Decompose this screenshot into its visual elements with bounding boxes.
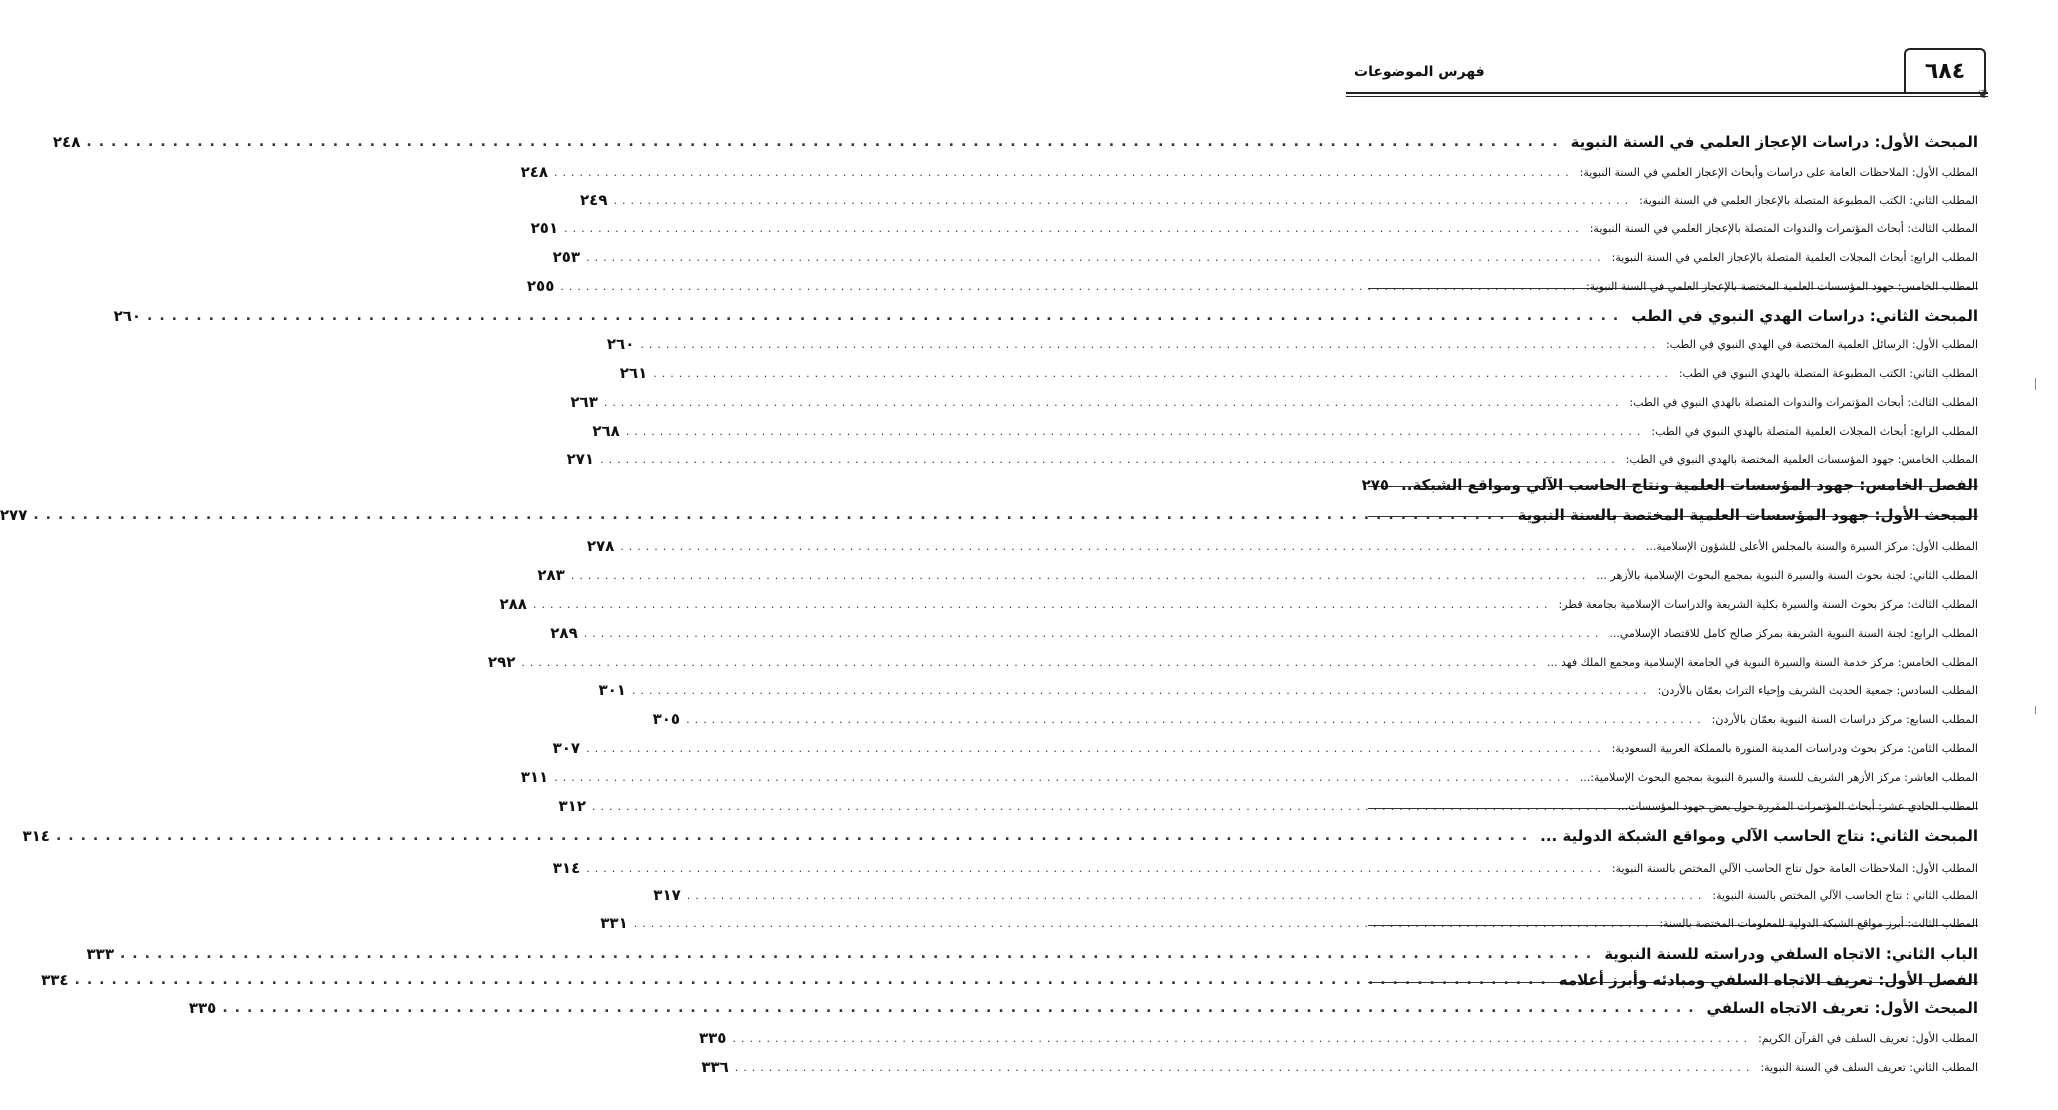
toc-entry[interactable] — [570, 388, 1978, 416]
dot-leader: ........................................................................................................................ — [734, 1060, 1755, 1074]
toc-entry-title: المطلب العاشر: مركز الأزهر الشريف للسنة والسيرة النبوية بمجمع البحوث الإسلامية:... — [1579, 770, 1978, 784]
toc-page-number: ٢٦٨ — [592, 422, 620, 440]
toc-entry[interactable] — [580, 186, 1978, 214]
toc-heading-entry[interactable] — [41, 966, 1978, 994]
toc-entry[interactable] — [701, 1053, 1978, 1081]
dot-leader: ........................................................................................................................ — [686, 888, 1707, 902]
toc-entry-title: المطلب الخامس: مركز خدمة السنة والسيرة النبوية في الجامعة الإسلامية ومجمع الملك فهد ... — [1546, 655, 1978, 669]
dot-leader: ........................................................................................................................ — [33, 507, 1512, 523]
toc-entry-title: المطلب الثاني: الكتب المطبوعة المتصلة بالإعجاز العلمي في السنة النبوية: — [1639, 193, 1978, 207]
toc-page-number: ٢٩٢ — [487, 653, 516, 671]
toc-entry[interactable] — [552, 854, 1978, 882]
toc-page-number: ٢٤٨ — [520, 163, 549, 181]
toc-page-number: ٢٦٠ — [113, 307, 142, 325]
toc-entry-title: المبحث الأول: جهود المؤسسات العلمية المختصة بالسنة النبوية — [1517, 506, 1978, 524]
toc-heading-entry[interactable] — [22, 822, 1978, 850]
toc-entry-title: المطلب السابع: مركز دراسات السنة النبوية بعمّان بالأردن: — [1711, 712, 1978, 726]
margin-mark — [2035, 378, 2036, 390]
toc-page-number: ٣٣٥ — [188, 999, 217, 1017]
dot-leader: ........................................................................................................................ — [631, 683, 1652, 697]
header-rule — [1346, 92, 1988, 94]
toc-entry[interactable] — [530, 214, 1978, 242]
toc-entry-title: المطلب الأول: الملاحظات العامة حول نتاج الحاسب الآلي المختص بالسنة النبوية: — [1611, 861, 1978, 875]
toc-entry[interactable] — [653, 881, 1978, 909]
toc-entry-title: المبحث الأول: تعريف الاتجاه السلفي — [1706, 999, 1978, 1017]
toc-entry[interactable] — [552, 734, 1978, 762]
dot-leader: ........................................................................................................................ — [586, 741, 1606, 755]
toc-entry-title: المبحث الثاني: دراسات الهدي النبوي في الطب — [1631, 307, 1978, 325]
dot-leader: ........................................................................................................................ — [732, 1031, 1753, 1045]
dot-leader: ........................................................................................................................ — [603, 395, 1624, 409]
header-rule-thin — [1346, 96, 1988, 97]
dot-leader: ........................................................................................................................ — [633, 916, 1654, 930]
toc-entry-title: المطلب الرابع: أبحاث المجلات العلمية المتصلة بالإعجاز العلمي في السنة النبوية: — [1611, 250, 1978, 264]
toc-entry-title: المطلب الرابع: لجنة السنة النبوية الشريفة بمركز صالح كامل للاقتصاد الإسلامي... — [1609, 626, 1978, 640]
toc-page-number: ٣١١ — [520, 768, 549, 786]
toc-entry[interactable] — [600, 909, 1978, 937]
dot-leader: ........................................................................................................................ — [583, 626, 1604, 640]
toc-page-number: ٣٣٣ — [86, 945, 114, 963]
toc-page-number: ٣١٢ — [558, 797, 586, 815]
dot-leader: ........................................................................................................................ — [55, 828, 1535, 844]
toc-page-number: ٢٥١ — [530, 219, 559, 237]
toc-entry[interactable] — [526, 272, 1978, 300]
toc-heading-entry[interactable] — [86, 940, 1978, 968]
dot-leader: ........................................................................................................................ — [653, 366, 1673, 380]
toc-page-number: ٢٨٩ — [550, 624, 578, 642]
toc-entry-title: المطلب الثاني : نتاج الحاسب الآلي المختص بالسنة النبوية: — [1712, 888, 1978, 902]
toc-page-number: ٢٨٨ — [499, 595, 527, 613]
dot-leader: ........................................................................................................................ — [640, 337, 1660, 351]
toc-entry-title: المطلب الثالث: أبحاث المؤتمرات والندوات المتصلة بالهدي النبوي في الطب: — [1629, 395, 1978, 409]
toc-entry[interactable] — [699, 1024, 1978, 1052]
dot-leader: ........................................................................................................................ — [620, 539, 1640, 553]
toc-entry-title: المطلب الأول: الملاحظات العامة على دراسات وأبحاث الإعجاز العلمي في السنة النبوية: — [1579, 165, 1978, 179]
toc-entry[interactable] — [586, 532, 1978, 560]
toc-entry[interactable] — [652, 705, 1978, 733]
running-title: فهرس الموضوعات — [1354, 64, 1485, 80]
toc-entry[interactable] — [520, 158, 1978, 186]
dot-leader: ........................................................................................................................ — [521, 655, 1541, 669]
dot-leader: ........................................................................................................................ — [560, 279, 1580, 293]
toc-page-number: ٣١٤ — [22, 827, 50, 845]
dot-leader: ........................................................................................................................ — [554, 165, 1574, 179]
dot-leader: ........................................................................................................................ — [600, 452, 1620, 466]
toc-page-number: ٣٣٥ — [699, 1029, 727, 1047]
toc-entry-title: المبحث الثاني: نتاج الحاسب الآلي ومواقع الشبكة الدولية ... — [1540, 827, 1978, 845]
toc-entry[interactable] — [566, 445, 1978, 473]
toc-entry[interactable] — [552, 243, 1978, 271]
toc-page-number: ٢٧٧ — [0, 506, 28, 524]
toc-entry[interactable] — [520, 763, 1978, 791]
dot-leader: ........................................................................................................................ — [564, 221, 1584, 235]
toc-page-number: ٢٥٥ — [526, 277, 555, 295]
dot-leader: ........................................................................................................................ — [86, 134, 1565, 150]
toc-page-number: ٢٤٩ — [580, 191, 608, 209]
toc-heading-entry[interactable] — [52, 128, 1978, 156]
dot-leader: ........................................................................................................................ — [586, 250, 1606, 264]
toc-page-number: ٣٣٤ — [41, 971, 69, 989]
toc-page-number: ٢٦٠ — [606, 335, 635, 353]
dot-leader: ........................................................................................................................ — [625, 424, 1646, 438]
dot-leader: ........................................................................................................................ — [586, 861, 1606, 875]
toc-entry-title: المطلب الثالث: أبرز مواقع الشبكة الدولية للمعلومات المختصة بالسنة: — [1659, 916, 1978, 930]
toc-entry-title: المطلب الأول: مركز السيرة والسنة بالمجلس الأعلى للشؤون الإسلامية... — [1645, 539, 1978, 553]
toc-entry-title: المطلب الثالث: أبحاث المؤتمرات والندوات المتصلة بالإعجاز العلمي في السنة النبوية: — [1589, 221, 1978, 235]
dot-leader: ........................................................................................................................ — [570, 568, 1591, 582]
dot-leader: ........................................................................................................................ — [532, 597, 1553, 611]
dot-leader: ........................................................................................................................ — [222, 1000, 1701, 1016]
toc-entry[interactable] — [592, 417, 1978, 445]
toc-page-number: ٢٦١ — [619, 364, 648, 382]
toc-entry-title: المطلب الأول: الرسائل العلمية المختصة في الهدي النبوي في الطب: — [1665, 337, 1978, 351]
page-number: ٦٨٤ — [1904, 48, 1986, 94]
toc-entry[interactable] — [558, 792, 1978, 820]
toc-page-number: ٢٦٣ — [570, 393, 598, 411]
toc-page-number: ٢٧١ — [566, 450, 595, 468]
toc-heading-entry[interactable] — [1361, 471, 1978, 499]
toc-page-number: ٣٠٥ — [652, 710, 681, 728]
dot-leader: ........................................................................................................................ — [591, 799, 1612, 813]
toc-entry-title: المطلب الحادي عشر: أبحاث المؤتمرات المقررة حول بعض جهود المؤسسات... — [1617, 799, 1978, 813]
toc-entry[interactable] — [537, 561, 1978, 589]
toc-page-number: ٣١٤ — [552, 859, 581, 877]
toc-page-number: ٣٠١ — [598, 681, 626, 699]
flourish-ornament-icon: ❦ — [1977, 87, 1988, 101]
toc-page-number: ٣١٧ — [653, 886, 681, 904]
dot-leader: ........................................................................................................................ — [554, 770, 1574, 784]
toc-entry[interactable] — [550, 619, 1978, 647]
toc-entry[interactable] — [606, 330, 1978, 358]
toc-page-number: ٢٧٨ — [586, 537, 615, 555]
toc-entry[interactable] — [487, 648, 1978, 676]
toc-page-number: ٣٣١ — [600, 914, 628, 932]
margin-mark — [2035, 706, 2036, 714]
toc-entry-title: الفصل الأول: تعريف الاتجاه السلفي ومبادئه وأبرز أعلامه — [1558, 971, 1978, 989]
toc-page-number: ٢٥٣ — [552, 248, 581, 266]
toc-page-number: ٢٧٥ — [1361, 476, 1390, 494]
toc-entry-title: المطلب الثامن: مركز بحوث ودراسات المدينة المنورة بالمملكة العربية السعودية: — [1611, 741, 1978, 755]
toc-entry-title: الباب الثاني: الاتجاه السلفي ودراسته للسنة النبوية — [1604, 945, 1978, 963]
toc-page-number: ٢٨٣ — [537, 566, 565, 584]
page-header — [1346, 48, 1988, 101]
toc-page-number: ٣٠٧ — [552, 739, 581, 757]
dot-leader: ........................................................................................................................ — [686, 712, 1706, 726]
toc-entry-title: المطلب الخامس: جهود المؤسسات العلمية المختصة بالهدي النبوي في الطب: — [1625, 452, 1978, 466]
toc-entry-title: الفصل الخامس: جهود المؤسسات العلمية ونتاج الحاسب الآلي ومواقع الشبكة.. — [1401, 476, 1978, 494]
dot-leader: ........................................................................................................................ — [613, 193, 1634, 207]
toc-heading-entry[interactable] — [113, 302, 1978, 330]
toc-entry-title: المطلب الثاني: لجنة بحوث السنة والسيرة النبوية بمجمع البحوث الإسلامية بالأزهر ... — [1596, 568, 1978, 582]
toc-entry[interactable] — [619, 359, 1978, 387]
toc-entry-title: المطلب الثاني: تعريف السلف في السنة النبوية: — [1760, 1060, 1978, 1074]
toc-heading-entry[interactable] — [0, 501, 1978, 529]
toc-entry[interactable] — [499, 590, 1978, 618]
toc-page-number: ٣٣٦ — [701, 1058, 729, 1076]
toc-heading-entry[interactable] — [188, 994, 1978, 1022]
toc-entry-title: المطلب السادس: جمعية الحديث الشريف وإحياء التراث بعمّان بالأردن: — [1657, 683, 1978, 697]
toc-entry-title: المطلب الأول: تعريف السلف في القرآن الكريم: — [1758, 1031, 1978, 1045]
toc-entry-title: المبحث الأول: دراسات الإعجاز العلمي في السنة النبوية — [1570, 133, 1978, 151]
toc-page-number: ٢٤٨ — [52, 133, 81, 151]
toc-entry-title: المطلب الرابع: أبحاث المجلات العلمية المتصلة بالهدي النبوي في الطب: — [1651, 424, 1978, 438]
toc-entry-title: المطلب الثالث: مركز بحوث السنة والسيرة بكلية الشريعة والدراسات الإسلامية بجامعة قطر: — [1558, 597, 1978, 611]
dot-leader: ........................................................................................................................ — [74, 972, 1553, 988]
dot-leader: ........................................................................................................................ — [147, 308, 1626, 324]
dot-leader: ........................................................................................................................ — [119, 946, 1599, 962]
toc-entry[interactable] — [598, 676, 1978, 704]
toc-entry-title: المطلب الثاني: الكتب المطبوعة المتصلة بالهدي النبوي في الطب: — [1678, 366, 1978, 380]
toc-entry-title: المطلب الخامس: جهود المؤسسات العلمية المختصة بالإعجاز العلمي في السنة النبوية: — [1585, 279, 1978, 293]
